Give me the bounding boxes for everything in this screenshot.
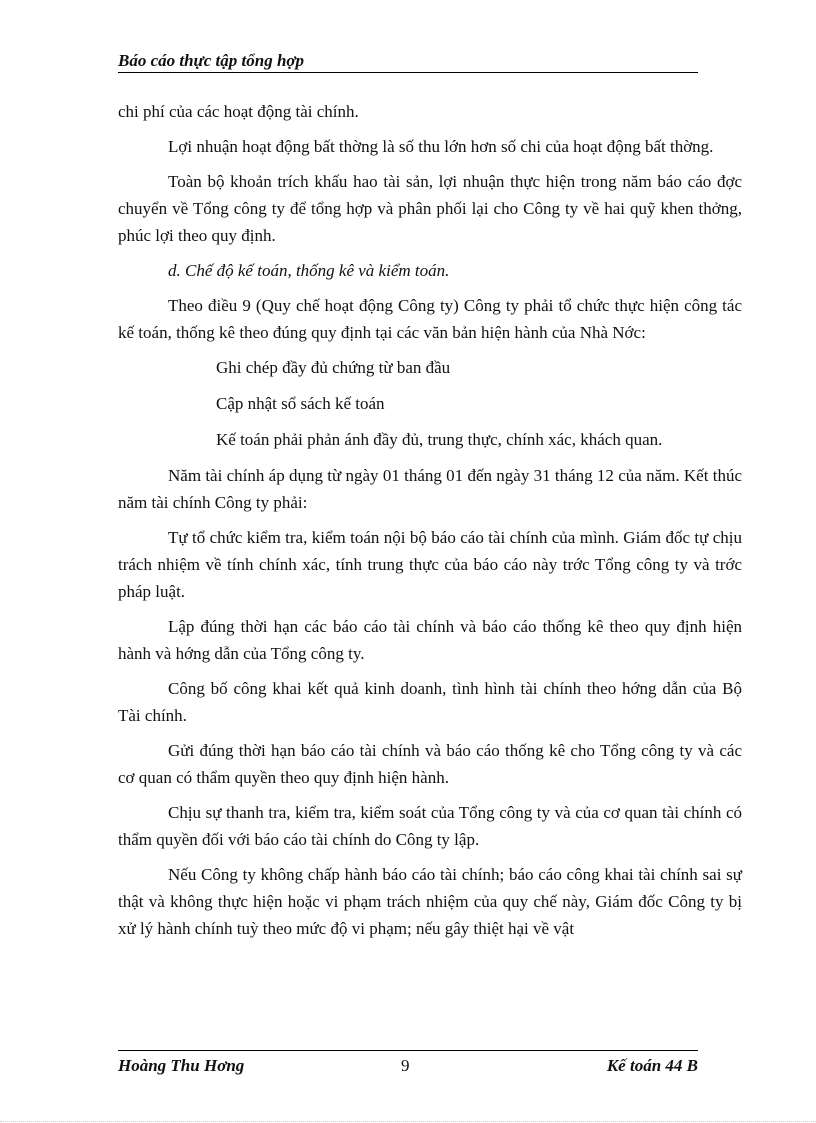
paragraph: Tự tổ chức kiểm tra, kiểm toán nội bộ báo cáo tài chính của mình. Giám đốc tự chịu trách nhiệm về tính chính xác, tính trung thực của báo cáo này trớc Tổng công ty và trớc pháp luật. [118, 528, 742, 601]
paragraph: Theo điều 9 (Quy chế hoạt động Công ty) Công ty phải tổ chức thực hiện công tác kế toán, thống kê theo đúng quy định tại các văn bản hiện hành của Nhà Nớc: [118, 296, 742, 342]
page-edge-divider [0, 1121, 816, 1122]
paragraph: Năm tài chính áp dụng từ ngày 01 tháng 01 đến ngày 31 tháng 12 của năm. Kết thúc năm tài chính Công ty phải: [118, 466, 742, 512]
list-item: Cập nhật sổ sách kế toán [216, 394, 385, 413]
list-item: Ghi chép đầy đủ chứng từ ban đầu [216, 358, 451, 377]
document-body [118, 98, 742, 950]
paragraph: Công bố công khai kết quả kinh doanh, tình hình tài chính theo hớng dẫn của Bộ Tài chính. [118, 679, 742, 725]
page-footer [118, 1050, 698, 1077]
paragraph: Nếu Công ty không chấp hành báo cáo tài chính; báo cáo công khai tài chính sai sự thật và không thực hiện hoặc vi phạm trách nhiệm của quy chế này, Giám đốc Công ty bị xử lý hành chính tuỳ theo mức độ vi phạm; nếu gây thiệt hại về vật [118, 865, 742, 938]
section-heading: d. Chế độ kế toán, thống kê và kiểm toán. [168, 261, 450, 280]
footer-author: Hoàng Thu Hơng [118, 1056, 245, 1075]
paragraph: Lập đúng thời hạn các báo cáo tài chính và báo cáo thống kê theo quy định hiện hành và hớng dẫn của Tổng công ty. [118, 617, 742, 663]
header-title: Báo cáo thực tập tổng hợp [118, 51, 305, 70]
page-header [118, 50, 698, 73]
paragraph: Gửi đúng thời hạn báo cáo tài chính và báo cáo thống kê cho Tổng công ty và các cơ quan có thẩm quyền theo quy định hiện hành. [118, 741, 742, 787]
paragraph: Toàn bộ khoản trích khấu hao tài sản, lợi nhuận thực hiện trong năm báo cáo đợc chuyển về Tổng công ty để tổng hợp và phân phối lại cho Công ty về hai quỹ khen thởng, phúc lợi theo quy định. [118, 172, 742, 245]
footer-class: Kế toán 44 B [606, 1056, 698, 1075]
paragraph: Lợi nhuận hoạt động bất thờng là số thu lớn hơn số chi của hoạt động bất thờng. [168, 137, 714, 156]
paragraph: chi phí của các hoạt động tài chính. [118, 102, 359, 121]
paragraph: Chịu sự thanh tra, kiểm tra, kiểm soát của Tổng công ty và của cơ quan tài chính có thẩm quyền đối với báo cáo tài chính do Công ty lập. [118, 803, 742, 849]
list-item: Kế toán phải phản ánh đầy đủ, trung thực, chính xác, khách quan. [216, 430, 663, 449]
page-number: 9 [401, 1056, 410, 1075]
